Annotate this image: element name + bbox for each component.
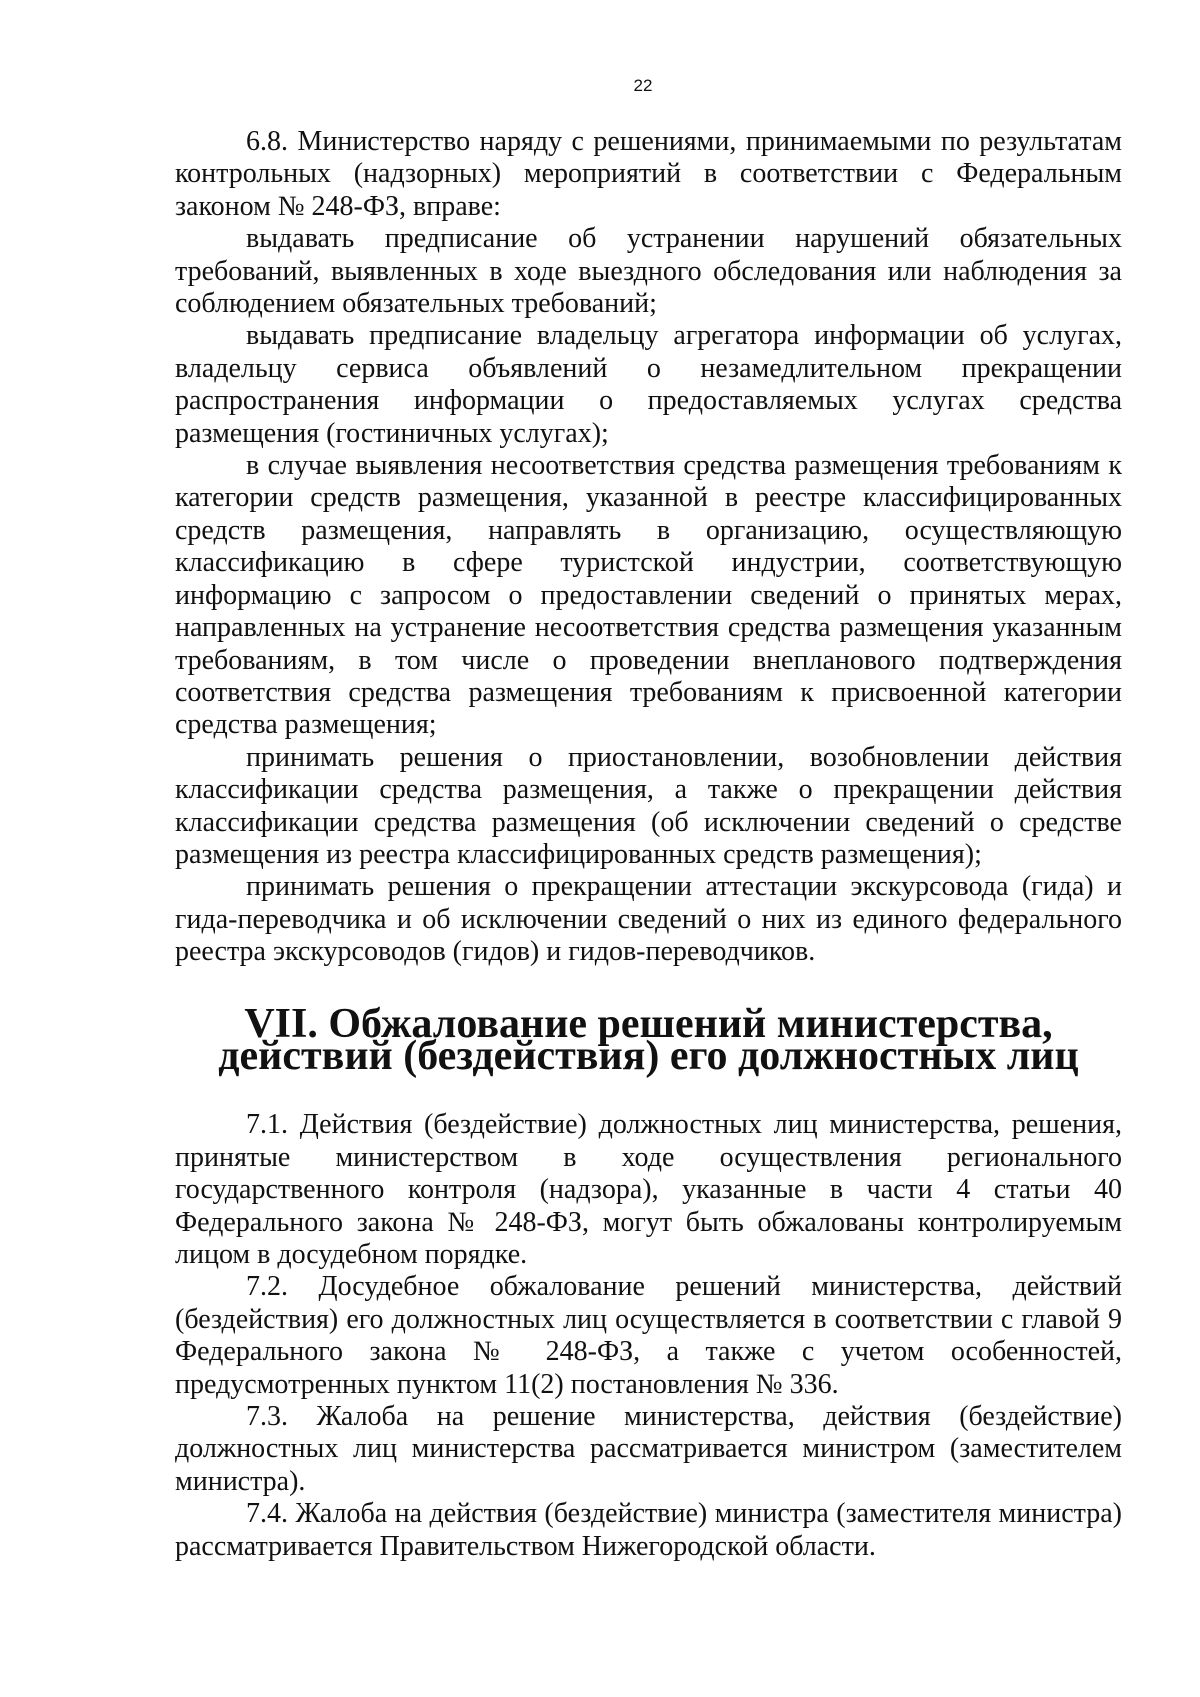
section-heading-vii [175, 1000, 1122, 1079]
paragraph-7-4: 7.4. Жалоба на действия (бездействие) министра (заместителя министра) рассматривается Правительством Нижегородской области. [175, 1498, 1122, 1562]
paragraph-6-8-item-classification-request: в случае выявления несоответствия средства размещения требованиям к категории средств размещения, указанной в реестре классифицированных средств размещения, направлять в организацию, осуществляющую классификацию в сфере туристской индустрии, соответствующую информацию с запросом о предоставлении сведений о принятых мерах, направленных на устранение несоответствия средства размещения указанным требованиям, в том числе о проведении внепланового подтверждения соответствия средства размещения требованиям к присвоенной категории средства размещения; [175, 450, 1122, 741]
paragraph-6-8-item-suspension: принимать решения о приостановлении, возобновлении действия классификации средства размещения, а также о прекращении действия классификации средства размещения (об исключении сведений о средстве размещения из реестра классифицированных средств размещения); [175, 741, 1122, 870]
paragraph-6-8: 6.8. Министерство наряду с решениями, принимаемыми по результатам контрольных (надзорных) мероприятий в соответствии с Федеральным законом № 248-ФЗ, вправе: [175, 126, 1122, 222]
paragraph-6-8-item-aggregator: выдавать предписание владельцу агрегатора информации об услугах, владельцу сервиса объявлений о незамедлительном прекращении распространения информации о предоставляемых услугах средства размещения (гостиничных услугах); [175, 320, 1122, 449]
paragraph-6-8-item-prescription: выдавать предписание об устранении нарушений обязательных требований, выявленных в ходе выездного обследования или наблюдения за соблюдением обязательных требований; [175, 223, 1122, 320]
paragraph-7-1: 7.1. Действия (бездействие) должностных лиц министерства, решения, принятые министерством в ходе осуществления регионального государственного контроля (надзора), указанные в части 4 статьи 40 Федерального закона № 248-ФЗ, могут быть обжалованы контролируемым лицом в досудебном порядке. [175, 1109, 1122, 1270]
paragraph-7-2: 7.2. Досудебное обжалование решений министерства, действий (бездействия) его должностных лиц осуществляется в соответствии с главой 9 Федерального закона № 248-ФЗ, а также с учетом особенностей, предусмотренных пунктом 11(2) постановления № 336. [175, 1271, 1122, 1400]
section-heading-line-2: действий (бездействия) его должностных лиц [218, 1032, 1079, 1079]
document-body [175, 126, 1122, 1563]
paragraph-7-3: 7.3. Жалоба на решение министерства, действия (бездействие) должностных лиц министерства рассматривается министром (заместителем министра). [175, 1401, 1122, 1497]
paragraph-6-8-item-attestation: принимать решения о прекращении аттестации экскурсовода (гида) и гида-переводчика и об исключении сведений о них из единого федерального реестра экскурсоводов (гидов) и гидов-переводчиков. [175, 871, 1122, 968]
page-number: 22 [633, 76, 653, 95]
section-heading-line-1: VII. Обжалование решений министерства, [244, 1000, 1053, 1047]
